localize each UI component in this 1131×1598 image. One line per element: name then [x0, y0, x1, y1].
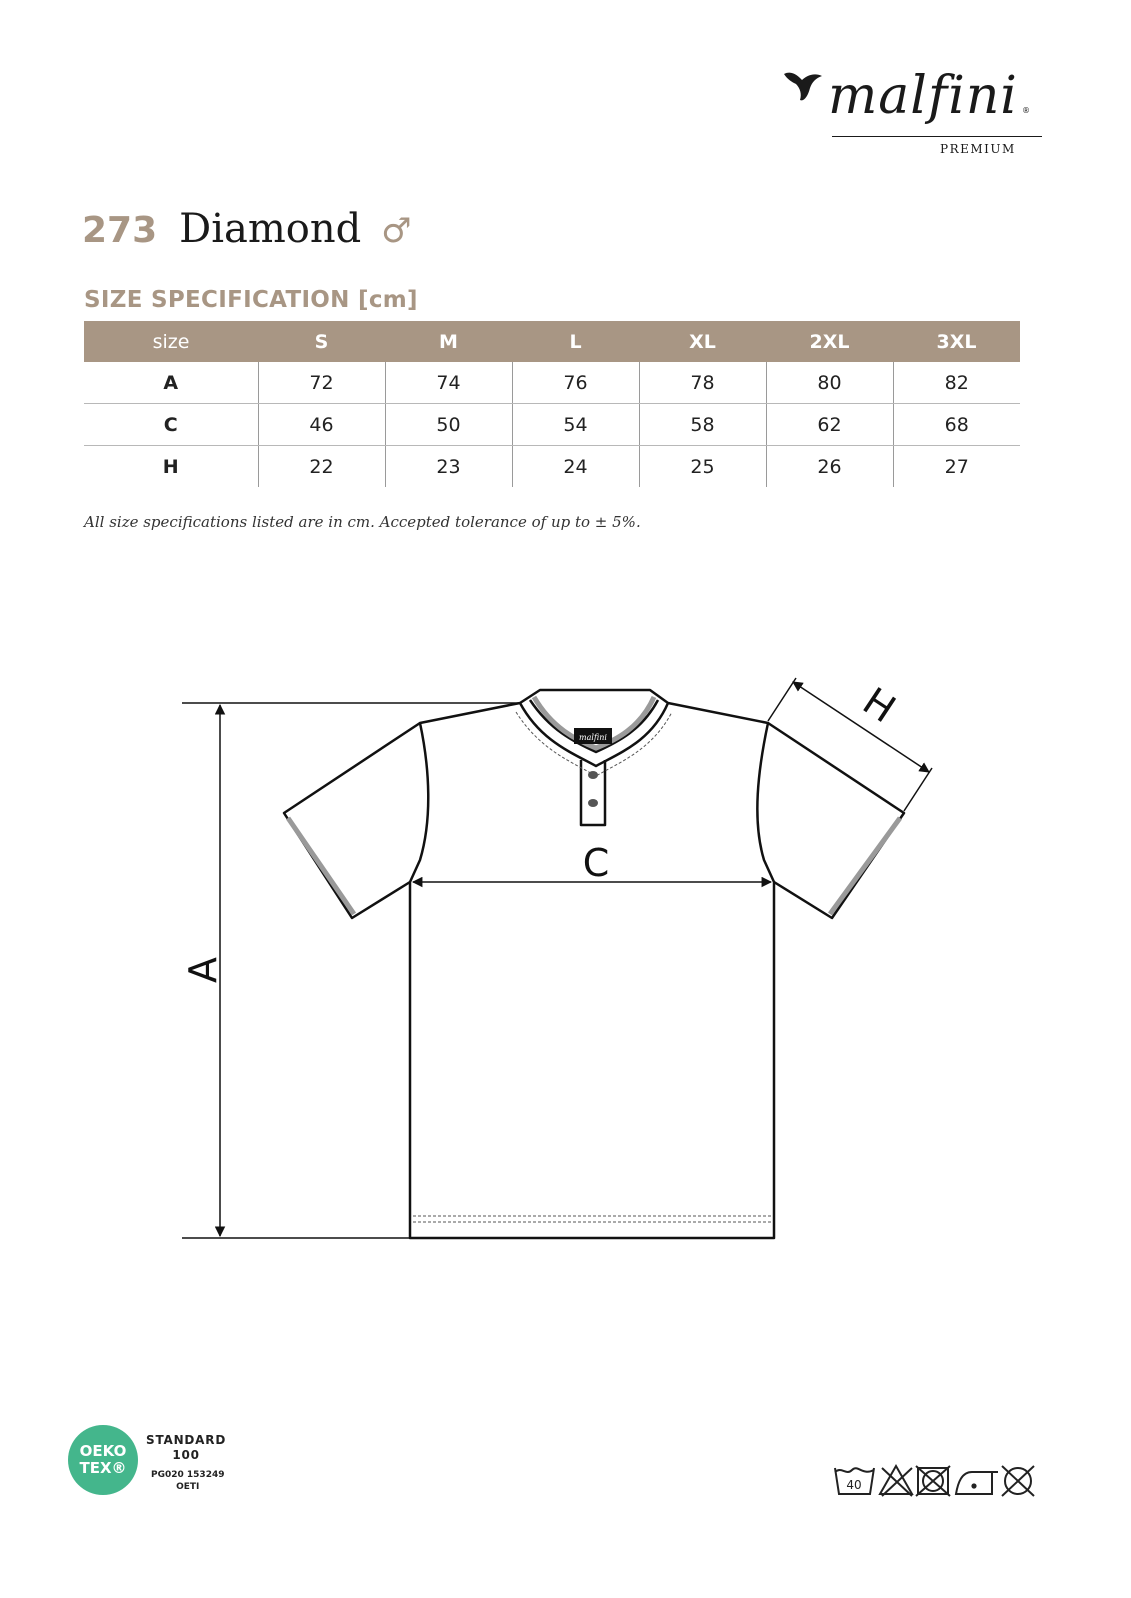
header-cell: S	[258, 321, 385, 362]
label-a: A	[181, 957, 225, 983]
standard-label	[146, 1433, 226, 1463]
size-spec-heading: SIZE SPECIFICATION [cm]	[84, 287, 418, 313]
code-line2: OETI	[176, 1482, 200, 1492]
table-cell: 82	[893, 362, 1020, 404]
code-line1: PG020 153249	[151, 1470, 225, 1480]
iron-low-icon	[956, 1472, 998, 1494]
row-label: A	[84, 362, 258, 404]
table-cell: 46	[258, 404, 385, 446]
collar-tag	[574, 728, 612, 744]
male-symbol-icon: ♂	[381, 211, 412, 251]
oeko-line2: TEX®	[79, 1459, 127, 1477]
header-cell: XL	[639, 321, 766, 362]
no-bleach-icon	[880, 1466, 912, 1496]
stitching	[413, 712, 771, 1222]
measure-h	[768, 678, 932, 811]
row-label: C	[84, 404, 258, 446]
row-label: H	[84, 446, 258, 488]
header-cell: size	[84, 321, 258, 362]
table-cell: 25	[639, 446, 766, 488]
tolerance-note: All size specifications listed are in cm. Accepted tolerance of up to ± 5%.	[84, 513, 641, 531]
table-cell: 23	[385, 446, 512, 488]
header-cell: 2XL	[766, 321, 893, 362]
standard-line2: 100	[172, 1448, 200, 1462]
table-cell: 54	[512, 404, 639, 446]
wash-temp: 40	[846, 1478, 862, 1492]
header-cell: M	[385, 321, 512, 362]
header-cell: 3XL	[893, 321, 1020, 362]
oeko-tex-badge	[68, 1425, 138, 1495]
registered-mark: ®	[1022, 106, 1030, 115]
no-dry-clean-icon	[1002, 1466, 1034, 1496]
table-cell: 50	[385, 404, 512, 446]
header-cell: L	[512, 321, 639, 362]
product-name: Diamond	[179, 206, 362, 252]
table-cell: 27	[944, 455, 969, 478]
label-h: H	[855, 678, 904, 732]
table-cell: 80	[766, 362, 893, 404]
table-cell: 76	[512, 362, 639, 404]
no-tumble-dry-icon	[916, 1466, 950, 1496]
table-cell: 58	[639, 404, 766, 446]
collar-tag-text: malfini	[579, 733, 607, 742]
table-cell: 78	[639, 362, 766, 404]
care-symbols	[832, 1462, 1042, 1502]
wash-40-icon	[835, 1468, 874, 1494]
table-cell: 26	[766, 446, 893, 488]
standard-line1: STANDARD	[146, 1433, 227, 1447]
table-cell: 62	[766, 404, 893, 446]
placket-buttons	[588, 771, 598, 807]
table-cell: 24	[512, 446, 639, 488]
logo-tagline: PREMIUM	[940, 142, 1016, 156]
measure-a	[182, 703, 520, 1238]
table-cell: 74	[385, 362, 512, 404]
table-cell: 72	[258, 362, 385, 404]
table-cell: 68	[893, 404, 1020, 446]
product-number: 273	[82, 210, 158, 251]
label-c: C	[582, 841, 610, 885]
oeko-line1: OEKO	[79, 1442, 127, 1460]
table-cell: 22	[258, 446, 385, 488]
certificate-code	[151, 1469, 224, 1493]
logo-text: malfini	[828, 66, 1018, 126]
